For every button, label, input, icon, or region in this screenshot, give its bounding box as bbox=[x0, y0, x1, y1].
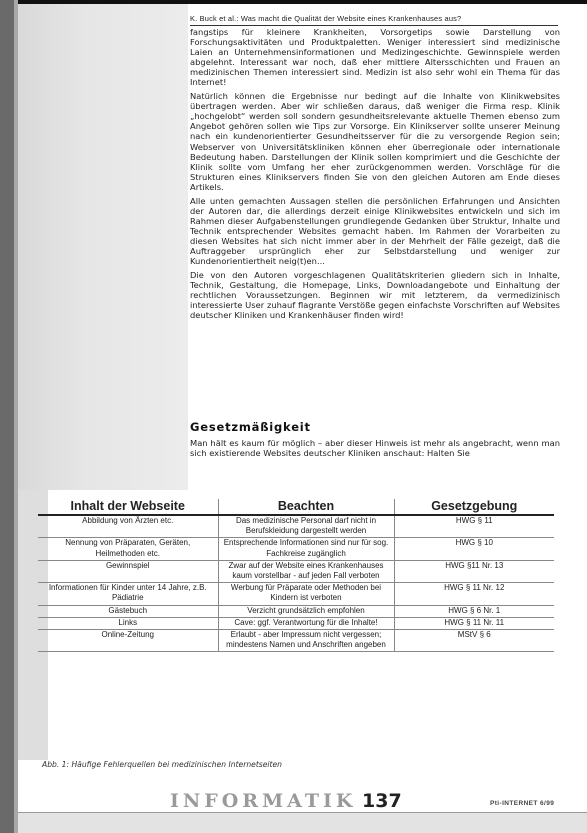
cell-law: HWG § 11 bbox=[394, 515, 554, 538]
cell-content: Online-Zeitung bbox=[38, 630, 218, 652]
cell-content: Gewinnspiel bbox=[38, 560, 218, 582]
top-border bbox=[18, 0, 587, 4]
paragraph: Alle unten gemachten Aussagen stellen die persönlichen Erfahrungen und Ansichten der Autoren dar, die allerdings derzeit einige Klinikwebsites entwickeln und sich im Rahmen dieser Aufgabenstellungen grundlegende Gedanken über Struktur, Inhalte und Technik entsprechender Websites gemacht haben. Im Rahmen der Vorarbeiten zu diesen Websites hat sich nicht immer aber in der Mehrheit der Fälle gezeigt, daß die Auftraggeber ursprünglich eher zur Selbstdarstellung und weniger zur Kundenorientiertheit neig(t)en... bbox=[190, 195, 560, 267]
cell-content: Gästebuch bbox=[38, 605, 218, 617]
cell-law: HWG § 10 bbox=[394, 538, 554, 560]
paragraph: fangstips für kleinere Krankheiten, Vorsorgetips sowie Darstellung von Forschungsaktivitäten und Produktpaletten. Weniger interessiert sind medizinische Laien an Unternehmensinformationen und Medizingeschichte. Gewinnspiele werden abgelehnt. Interessant war noch, daß eher mittlere Altersschichten und Frauen an medizinischen Themen interessiert sind. Medizin ist also sehr wohl ein Thema für das Internet! bbox=[190, 27, 560, 88]
cell-law: MStV § 6 bbox=[394, 630, 554, 652]
cell-law: HWG §11 Nr. 13 bbox=[394, 560, 554, 582]
table-row bbox=[38, 605, 554, 617]
table-row bbox=[38, 515, 554, 538]
cell-content: Nennung von Präparaten, Geräten, Heilmethoden etc. bbox=[38, 538, 218, 560]
table-row bbox=[38, 617, 554, 629]
cell-law: HWG § 11 Nr. 12 bbox=[394, 583, 554, 605]
cell-note: Erlaubt - aber Impressum nicht vergessen; mindestens Namen und Anschriften angeben bbox=[218, 630, 394, 652]
cell-note: Das medizinische Personal darf nicht in Berufskleidung dargestellt werden bbox=[218, 515, 394, 538]
margin-shade bbox=[18, 0, 188, 490]
cell-law: HWG § 6 Nr. 1 bbox=[394, 605, 554, 617]
running-header: K. Buck et al.: Was macht die Qualität der Website eines Krankenhauses aus? bbox=[190, 14, 558, 26]
page-number: 137 bbox=[362, 790, 402, 812]
column-header: Inhalt der Webseite bbox=[38, 499, 218, 515]
cell-note: Verzicht grundsätzlich empfohlen bbox=[218, 605, 394, 617]
paragraph: Die von den Autoren vorgeschlagenen Qualitätskriterien gliedern sich in Inhalte, Technik, Gestaltung, die Homepage, Links, Downloadangebote und Einhaltung der rechtlichen Voraussetzungen. Beginnen wir mit letzterem, da vermedizinisch interessierte User zuhauf flagrante Verstöße gegen einfachste Vorschriften auf Websites deutscher Kliniken und Krankenhäuser finden wird! bbox=[190, 270, 560, 321]
table-row bbox=[38, 538, 554, 560]
footer-shade bbox=[18, 813, 587, 833]
article-body bbox=[190, 27, 560, 324]
column-header: Gesetzgebung bbox=[394, 499, 554, 515]
cell-content: Abbildung von Ärzten etc. bbox=[38, 515, 218, 538]
cell-content: Links bbox=[38, 617, 218, 629]
column-header: Beachten bbox=[218, 499, 394, 515]
cell-note: Entsprechende Informationen sind nur für sog. Fachkreise zugänglich bbox=[218, 538, 394, 560]
cell-note: Cave: ggf. Verantwortung für die Inhalte! bbox=[218, 617, 394, 629]
section-paragraph: Man hält es kaum für möglich – aber dieser Hinweis ist mehr als angebracht, wenn man sich existierende Websites deutscher Kliniken anschaut: Halten Sie bbox=[190, 438, 560, 459]
cell-law: HWG § 11 Nr. 11 bbox=[394, 617, 554, 629]
cell-note: Werbung für Präparate oder Methoden bei Kindern ist verboten bbox=[218, 583, 394, 605]
cell-note: Zwar auf der Website eines Krankenhauses kaum vorstellbar - auf jeden Fall verboten bbox=[218, 560, 394, 582]
table-row bbox=[38, 583, 554, 605]
figure-caption: Abb. 1: Häufige Fehlerquellen bei medizinischen Internetseiten bbox=[42, 760, 282, 769]
table-row bbox=[38, 560, 554, 582]
table-row bbox=[38, 630, 554, 652]
section-label: INFORMATIK bbox=[170, 790, 357, 812]
scan-edge-dark bbox=[0, 0, 14, 833]
legal-table bbox=[38, 499, 554, 652]
magazine-issue: Pti-INTERNET 6/99 bbox=[490, 800, 555, 807]
cell-content: Informationen für Kinder unter 14 Jahre, z.B. Pädiatrie bbox=[38, 583, 218, 605]
section-heading: Gesetzmäßigkeit bbox=[190, 420, 311, 434]
table bbox=[38, 499, 554, 652]
paragraph: Natürlich können die Ergebnisse nur bedingt auf die Inhalte von Klinikwebsites übertragen werden. Aber wir schließen daraus, daß weniger die Firma resp. Klinik „hochgelobt“ werden soll sondern gesundheitsrelevante aktuelle Themen ebenso zum Angebot gehören sollen wie Tips zur Vorsorge. Ein Klinikserver sollte unserer Meinung nach ein kundenorientierter Gesundheitsserver für die zu versorgende Region sein; Webserver von Universitätskliniken können eher überregionale oder internationale Bedeutung haben. Darstellungen der Klinik sollen komprimiert und die Geschichte der Klinik sollte vom Umfang her eher zurückgenommen werden. Vorschläge für die Strukturen eines Klinikservers finden Sie von den gleichen Autoren am Ende dieses Artikels. bbox=[190, 91, 560, 192]
